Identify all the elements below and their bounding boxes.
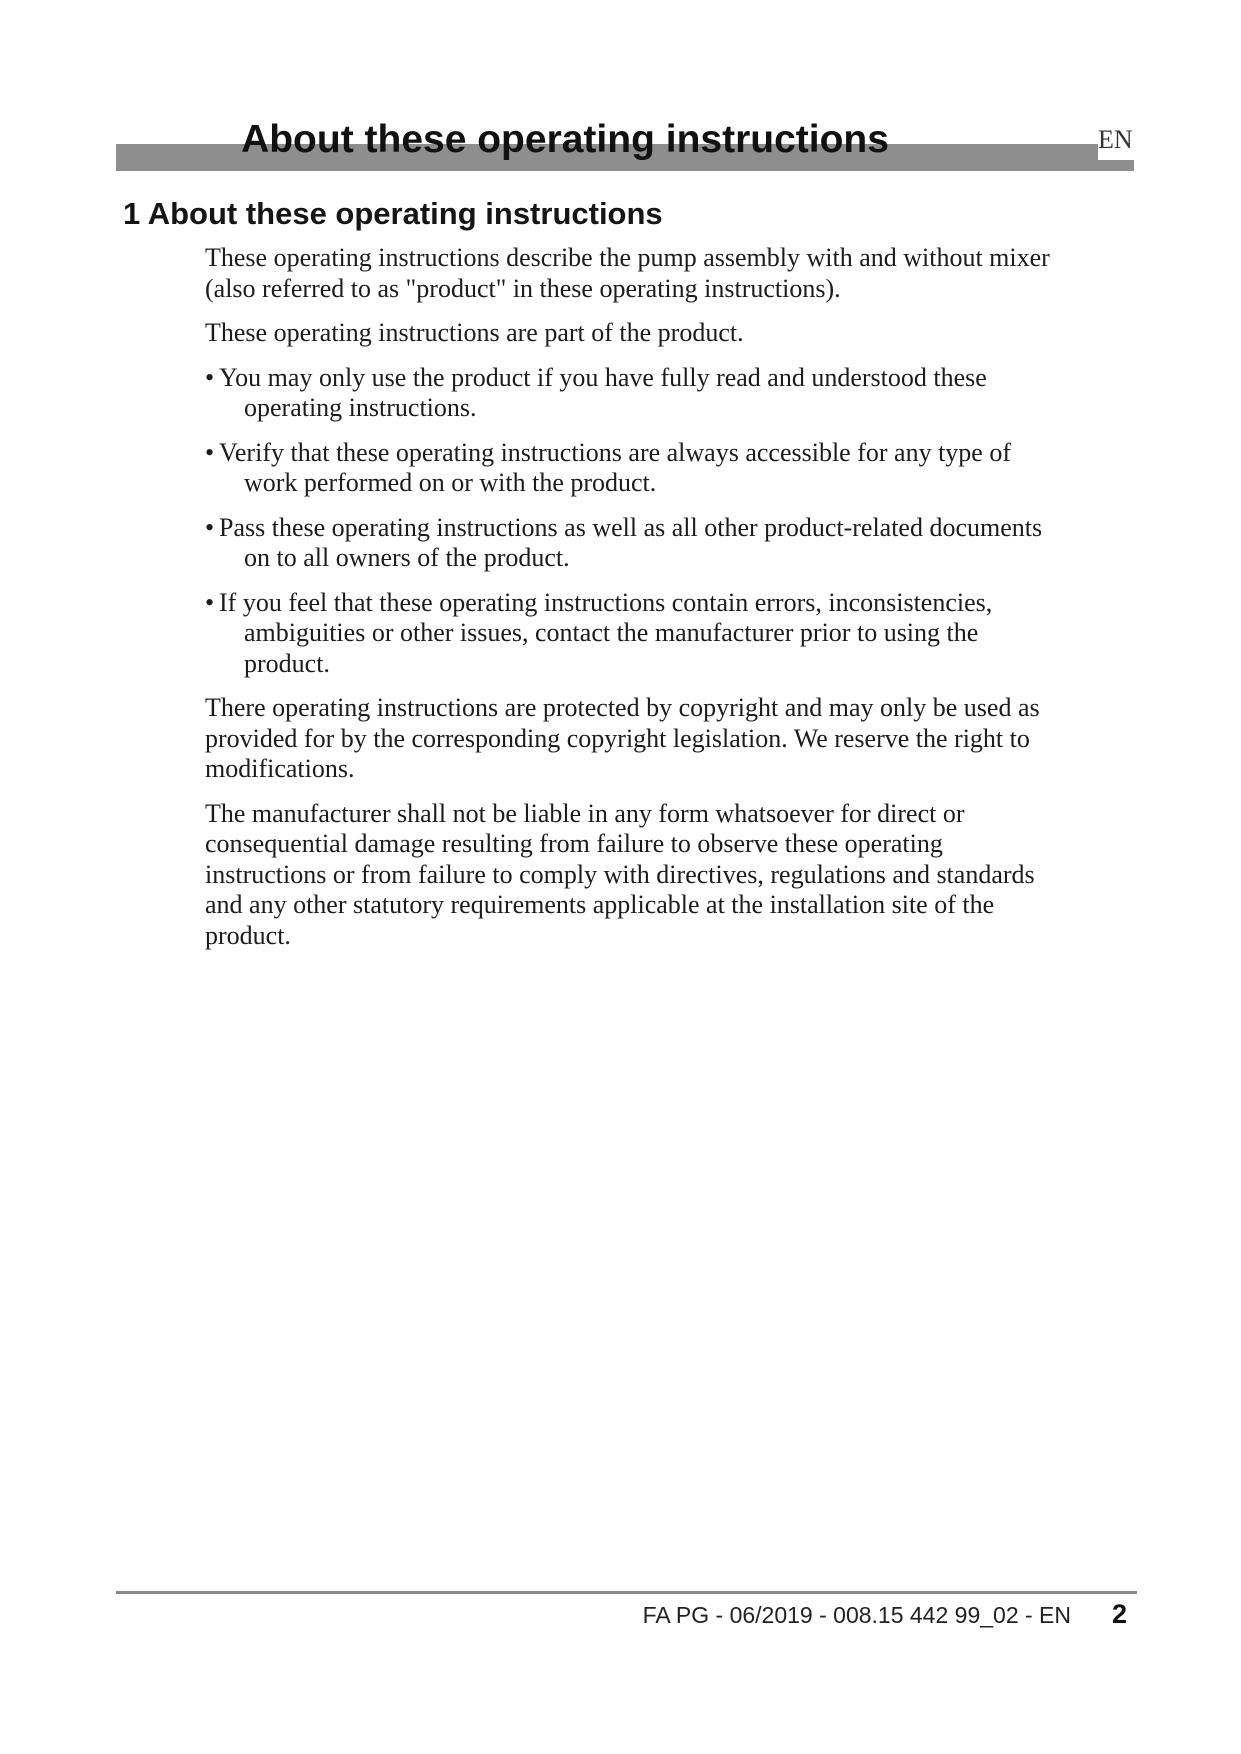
page-header-title: About these operating instructions	[241, 118, 889, 161]
list-item-text: You may only use the product if you have fully read and understood these operating instructions.	[219, 362, 987, 422]
intro-paragraph: These operating instructions are part of the product.	[205, 318, 744, 347]
bullet-icon: •	[205, 362, 215, 392]
language-tab: EN	[1098, 120, 1134, 160]
list-item-text: Pass these operating instructions as well as all other product-related documents on to all owners of the product.	[219, 512, 1043, 572]
section-body	[205, 243, 1065, 965]
list-item	[205, 363, 1065, 424]
page-number: 2	[1112, 1599, 1128, 1629]
list-item	[205, 588, 1065, 680]
bullet-icon: •	[205, 437, 215, 467]
list-item-text: Verify that these operating instructions are always accessible for any type of work performed on or with the product.	[219, 437, 1011, 497]
bullet-icon: •	[205, 587, 215, 617]
section-heading: 1 About these operating instructions	[123, 196, 663, 231]
intro-paragraph: These operating instructions describe the pump assembly with and without mixer (also referred to as "product" in these operating instructions).	[205, 243, 1050, 303]
list-item	[205, 513, 1065, 574]
copyright-paragraph: There operating instructions are protected by copyright and may only be used as provided for by the corresponding copyright legislation. We reserve the right to modifications.	[205, 693, 1040, 783]
instruction-list	[205, 363, 1065, 680]
list-item	[205, 438, 1065, 499]
footer-divider	[116, 1591, 1137, 1594]
list-item-text: If you feel that these operating instructions contain errors, inconsistencies, ambiguities or other issues, contact the manufacturer prior to using the product.	[219, 587, 993, 678]
liability-paragraph: The manufacturer shall not be liable in any form whatsoever for direct or consequential damage resulting from failure to observe these operating instructions or from failure to comply with directives, regulations and standards and any other statutory requirements applicable at the installation site of the product.	[205, 798, 1035, 950]
bullet-icon: •	[205, 512, 215, 542]
footer-document-reference: FA PG - 06/2019 - 008.15 442 99_02 - EN	[642, 1602, 1071, 1628]
